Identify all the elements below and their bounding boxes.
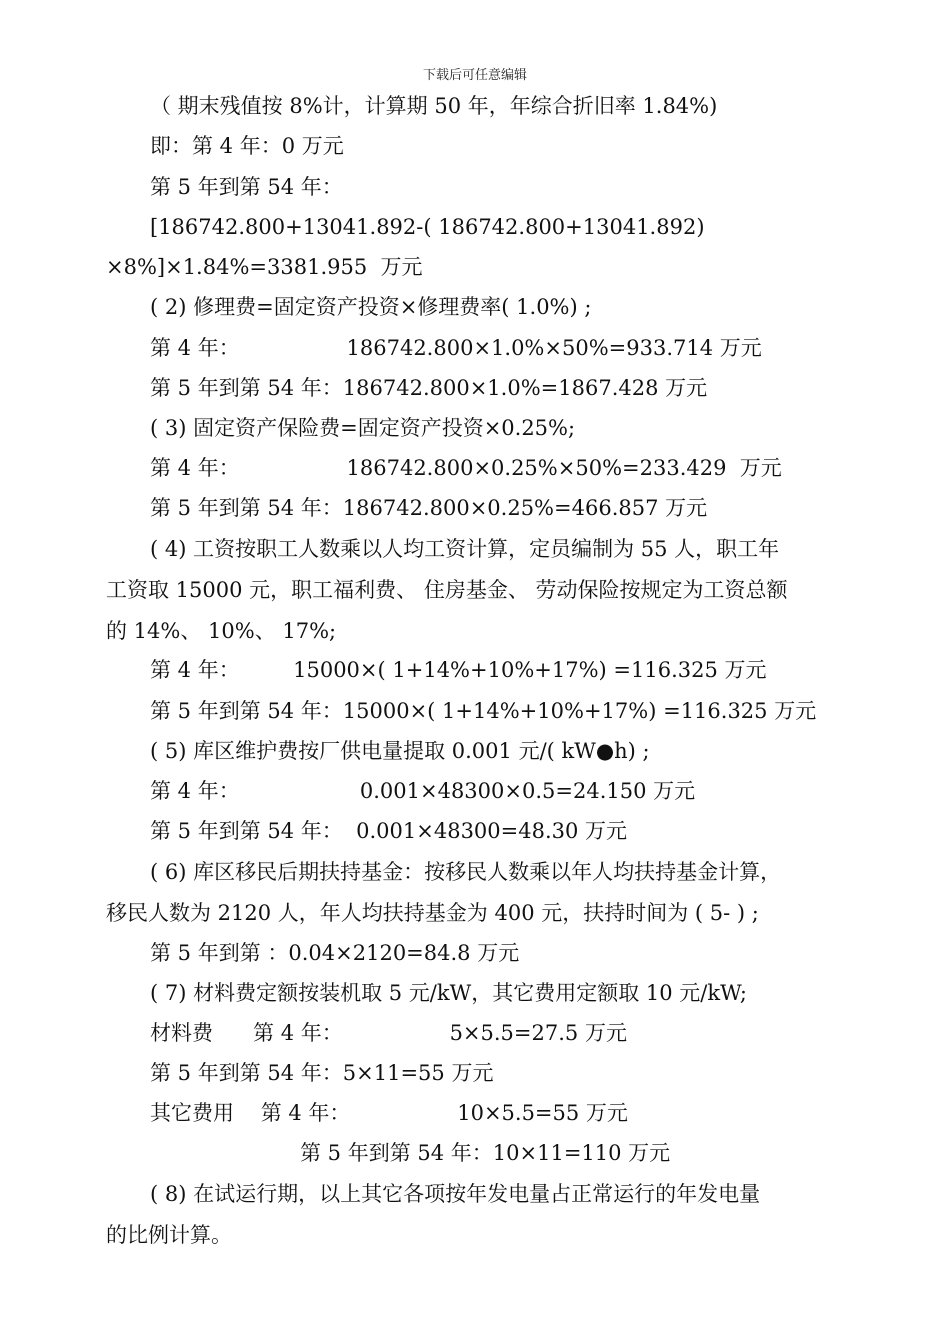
text-line: 的 14%、 10%、 17%; (106, 619, 337, 643)
text-line: ( 8) 在试运行期，以上其它各项按年发电量占正常运行的年发电量 (150, 1182, 761, 1206)
text-line: 第 4 年： 0.001×48300×0.5=24.150 万元 (150, 779, 696, 803)
text-line: 第 5 年到第 54 年：186742.800×1.0%=1867.428 万元 (150, 376, 708, 400)
text-line: （ 期末残值按 8%计，计算期 50 年，年综合折旧率 1.84%) (150, 94, 718, 118)
text-line: 第 5 年到第 54 年：15000×( 1+14%+10%+17%) =116.325 万元 (150, 699, 817, 723)
text-line: 第 5 年到第 54 年： (150, 175, 343, 199)
text-line: ( 5) 库区维护费按厂供电量提取 0.001 元/( kW●h) ; (150, 739, 650, 763)
text-line: ( 7) 材料费定额按装机取 5 元/kW，其它费用定额取 10 元/kW; (150, 981, 747, 1005)
text-line: 即：第 4 年：0 万元 (150, 134, 344, 158)
text-line: [186742.800+13041.892-( 186742.800+13041.892) (150, 215, 705, 239)
text-line: 第 4 年： 15000×( 1+14%+10%+17%) =116.325 万元 (150, 658, 767, 682)
text-line: 工资取 15000 元，职工福利费、 住房基金、 劳动保险按规定为工资总额 (106, 578, 788, 602)
text-line: 移民人数为 2120 人，年人均扶持基金为 400 元，扶持时间为 ( 5- ) ; (106, 901, 759, 925)
page-header: 下载后可任意编辑 (422, 68, 527, 83)
text-line: 第 5 年到第 54 年：186742.800×0.25%=466.857 万元 (150, 496, 708, 520)
text-line: 第 4 年： 186742.800×1.0%×50%=933.714 万元 (150, 336, 762, 360)
text-line: ( 6) 库区移民后期扶持基金：按移民人数乘以年人均扶持基金计算， (150, 860, 782, 884)
text-line: 第 5 年到第 ：0.04×2120=84.8 万元 (150, 941, 520, 965)
text-line: 材料费 第 4 年： 5×5.5=27.5 万元 (150, 1021, 627, 1045)
text-line: 第 5 年到第 54 年：10×11=110 万元 (300, 1141, 671, 1165)
text-line: 的比例计算。 (106, 1223, 232, 1247)
text-line: 第 5 年到第 54 年：5×11=55 万元 (150, 1061, 494, 1085)
text-line: 第 5 年到第 54 年： 0.001×48300=48.30 万元 (150, 819, 628, 843)
text-line: ( 2) 修理费=固定资产投资×修理费率( 1.0%) ; (150, 295, 592, 319)
text-line: 其它费用 第 4 年： 10×5.5=55 万元 (150, 1101, 628, 1125)
text-line: ( 3) 固定资产保险费=固定资产投资×0.25%; (150, 416, 576, 440)
text-line: ×8%]×1.84%=3381.955 万元 (106, 255, 423, 279)
text-line: ( 4) 工资按职工人数乘以人均工资计算，定员编制为 55 人，职工年 (150, 537, 780, 561)
text-line: 第 4 年： 186742.800×0.25%×50%=233.429 万元 (150, 456, 782, 480)
